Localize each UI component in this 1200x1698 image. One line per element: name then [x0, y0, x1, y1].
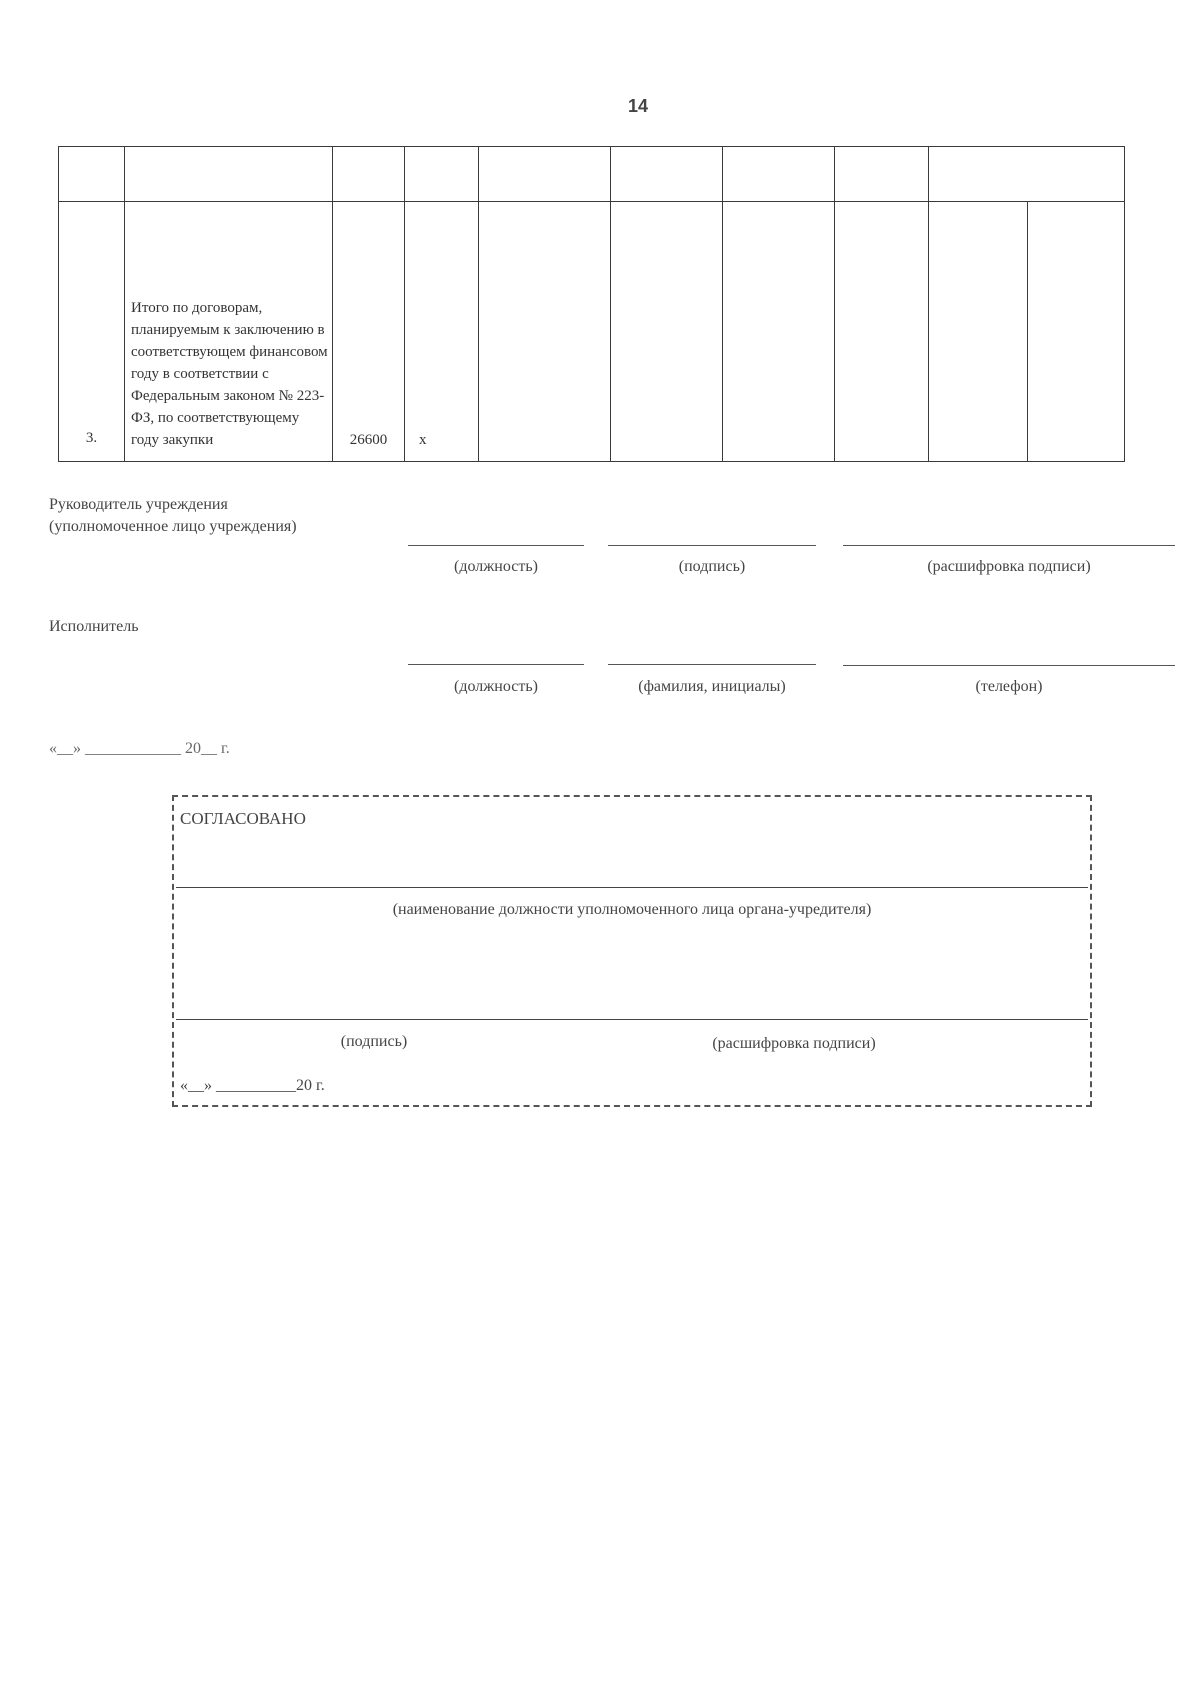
- head-signature-line: [608, 545, 816, 546]
- head-decoding-line: [843, 545, 1175, 546]
- cell-divider: [1027, 202, 1028, 461]
- executor-label: Исполнитель: [49, 618, 139, 635]
- table-cell: [929, 147, 1125, 202]
- executor-caption-position: (должность): [454, 678, 538, 695]
- table-cell: [59, 147, 125, 202]
- table-cell: [723, 147, 835, 202]
- head-caption-decoding: (расшифровка подписи): [927, 558, 1091, 575]
- table-cell: [333, 147, 405, 202]
- head-caption-signature: (подпись): [678, 558, 746, 575]
- purchase-plan-table: [58, 146, 1124, 462]
- approval-date-line: «__» __________20 г.: [180, 1077, 325, 1094]
- table-row-blank: [59, 147, 1125, 202]
- date-line: «__» ____________ 20__ г.: [49, 740, 230, 757]
- executor-phone-line: [843, 665, 1175, 666]
- head-position-line: [408, 545, 584, 546]
- approval-caption-signature: (подпись): [340, 1033, 408, 1050]
- approval-signature-line: [176, 1019, 1088, 1020]
- executor-position-line: [408, 664, 584, 665]
- table-row-total: [59, 202, 1125, 462]
- table-cell: [835, 147, 929, 202]
- table-cell: [125, 147, 333, 202]
- row-number: 3.: [59, 202, 125, 462]
- approval-caption-decoding: (расшифровка подписи): [712, 1035, 876, 1052]
- executor-name-line: [608, 664, 816, 665]
- page-number: 14: [628, 96, 649, 116]
- executor-caption-name: (фамилия, инициалы): [638, 678, 786, 695]
- approval-caption-authority: (наименование должности уполномоченного лица органа-учредителя): [392, 901, 872, 918]
- head-label-line1: Руководитель учреждения: [49, 496, 228, 513]
- table-cell: [723, 202, 835, 462]
- approval-authority-line: [176, 887, 1088, 888]
- table-cell: [611, 147, 723, 202]
- approval-box: [172, 795, 1092, 1107]
- table-cell: [611, 202, 723, 462]
- row-mark: x: [405, 202, 479, 462]
- head-caption-position: (должность): [454, 558, 538, 575]
- head-label-line2: (уполномоченное лицо учреждения): [49, 518, 297, 535]
- approval-title: СОГЛАСОВАНО: [180, 809, 306, 828]
- table-cell: [479, 147, 611, 202]
- table-cell-split: [929, 202, 1125, 462]
- executor-caption-phone: (телефон): [975, 678, 1043, 695]
- table-cell: [835, 202, 929, 462]
- row-description: Итого по договорам, планируемым к заключению в соответствующем финансовом году в соответствии с Федеральным законом № 223-ФЗ, по соответствующему году закупки: [125, 202, 333, 462]
- table-cell: [479, 202, 611, 462]
- row-code: 26600: [333, 202, 405, 462]
- table-cell: [405, 147, 479, 202]
